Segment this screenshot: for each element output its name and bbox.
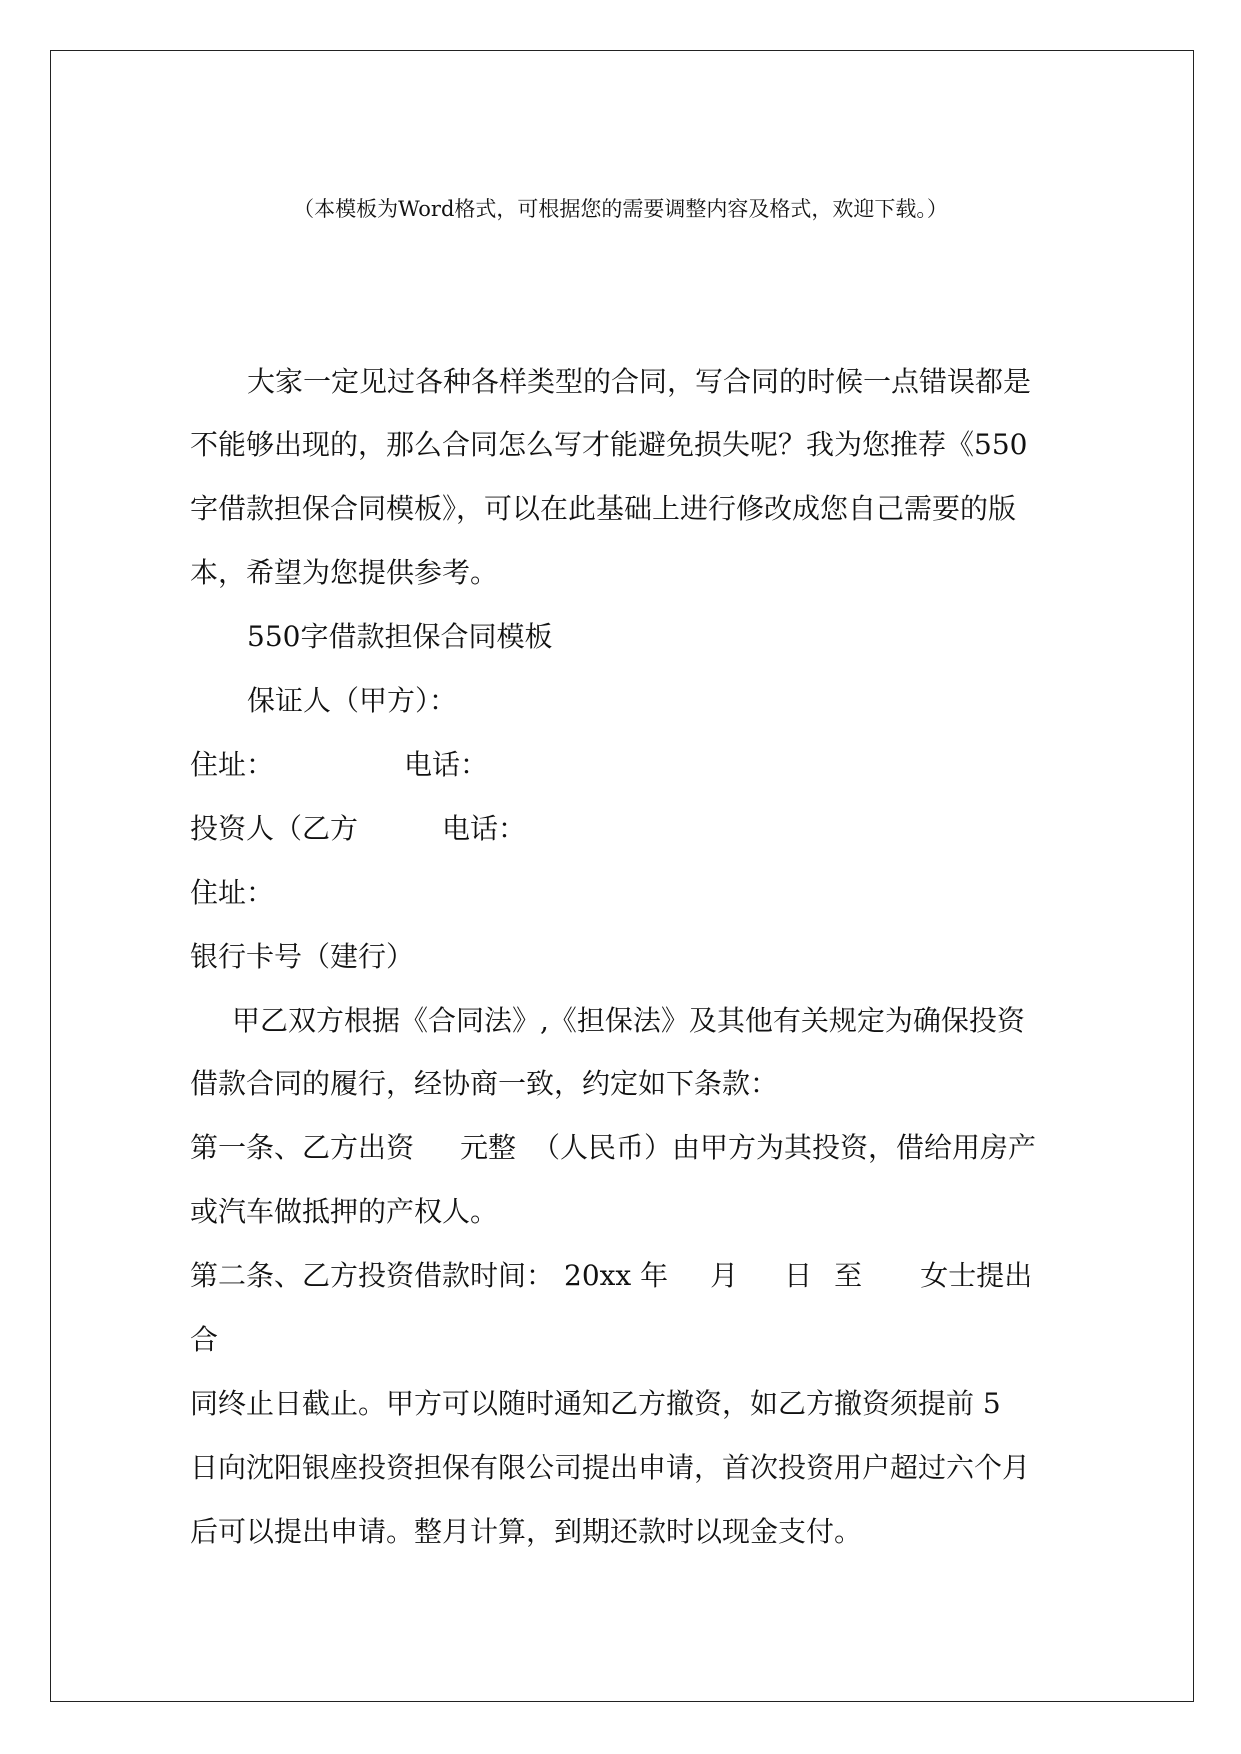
article-2-to: 至 — [834, 1259, 863, 1292]
investor-row — [190, 809, 526, 849]
article-1-text: （人民币）由甲方为其投资，借给用房产 — [532, 1131, 1037, 1164]
guarantor-label: 保证人（甲方）： — [247, 684, 458, 717]
article-2-line-1 — [190, 1256, 1032, 1296]
article-1-label: 第一条、乙方出资 — [190, 1131, 415, 1164]
article-2-tail: 女士提出 — [920, 1259, 1033, 1292]
contract-title: 550字借款担保合同模板 — [247, 620, 553, 653]
intro-line-2: 不能够出现的，那么合同怎么写才能避免损失呢？我为您推荐《550 — [190, 428, 1028, 461]
basis-line-1: 甲乙双方根据《合同法》,《担保法》及其他有关规定为确保投资 — [232, 1004, 1025, 1037]
article-2-line-5: 后可以提出申请。整月计算，到期还款时以现金支付。 — [190, 1515, 863, 1548]
article-2-line-3: 同终止日截止。甲方可以随时通知乙方撤资，如乙方撤资须提前 5 — [190, 1387, 1001, 1420]
article-2-year: 20xx 年 — [564, 1259, 669, 1292]
article-2-month: 月 — [710, 1259, 739, 1292]
address-label: 住址： — [190, 748, 275, 781]
intro-line-1: 大家一定见过各种各样类型的合同，写合同的时候一点错误都是 — [247, 365, 1032, 398]
intro-line-4: 本，希望为您提供参考。 — [190, 556, 499, 589]
article-1-amount-unit: 元整 — [460, 1131, 517, 1164]
guarantor-address-row — [190, 745, 488, 785]
article-2-label: 第二条、乙方投资借款时间： — [190, 1259, 555, 1292]
article-2-line-2: 合 — [190, 1323, 219, 1356]
article-2-line-4: 日向沈阳银座投资担保有限公司提出申请，首次投资用户超过六个月 — [190, 1451, 1031, 1484]
article-1-line-1 — [190, 1128, 1036, 1168]
template-note: （本模板为Word格式，可根据您的需要调整内容及格式，欢迎下载。） — [293, 197, 948, 221]
investor-address-label: 住址： — [190, 876, 275, 909]
investor-label: 投资人（乙方 — [190, 812, 359, 845]
basis-line-2: 借款合同的履行，经协商一致，约定如下条款： — [190, 1067, 779, 1100]
article-1-line-2: 或汽车做抵押的产权人。 — [190, 1195, 499, 1228]
intro-line-3: 字借款担保合同模板》，可以在此基础上进行修改成您自己需要的版 — [190, 492, 1017, 525]
article-2-day: 日 — [784, 1259, 813, 1292]
phone-label: 电话： — [404, 748, 489, 781]
investor-phone-label: 电话： — [442, 812, 527, 845]
bank-card-label: 银行卡号（建行） — [190, 940, 415, 973]
